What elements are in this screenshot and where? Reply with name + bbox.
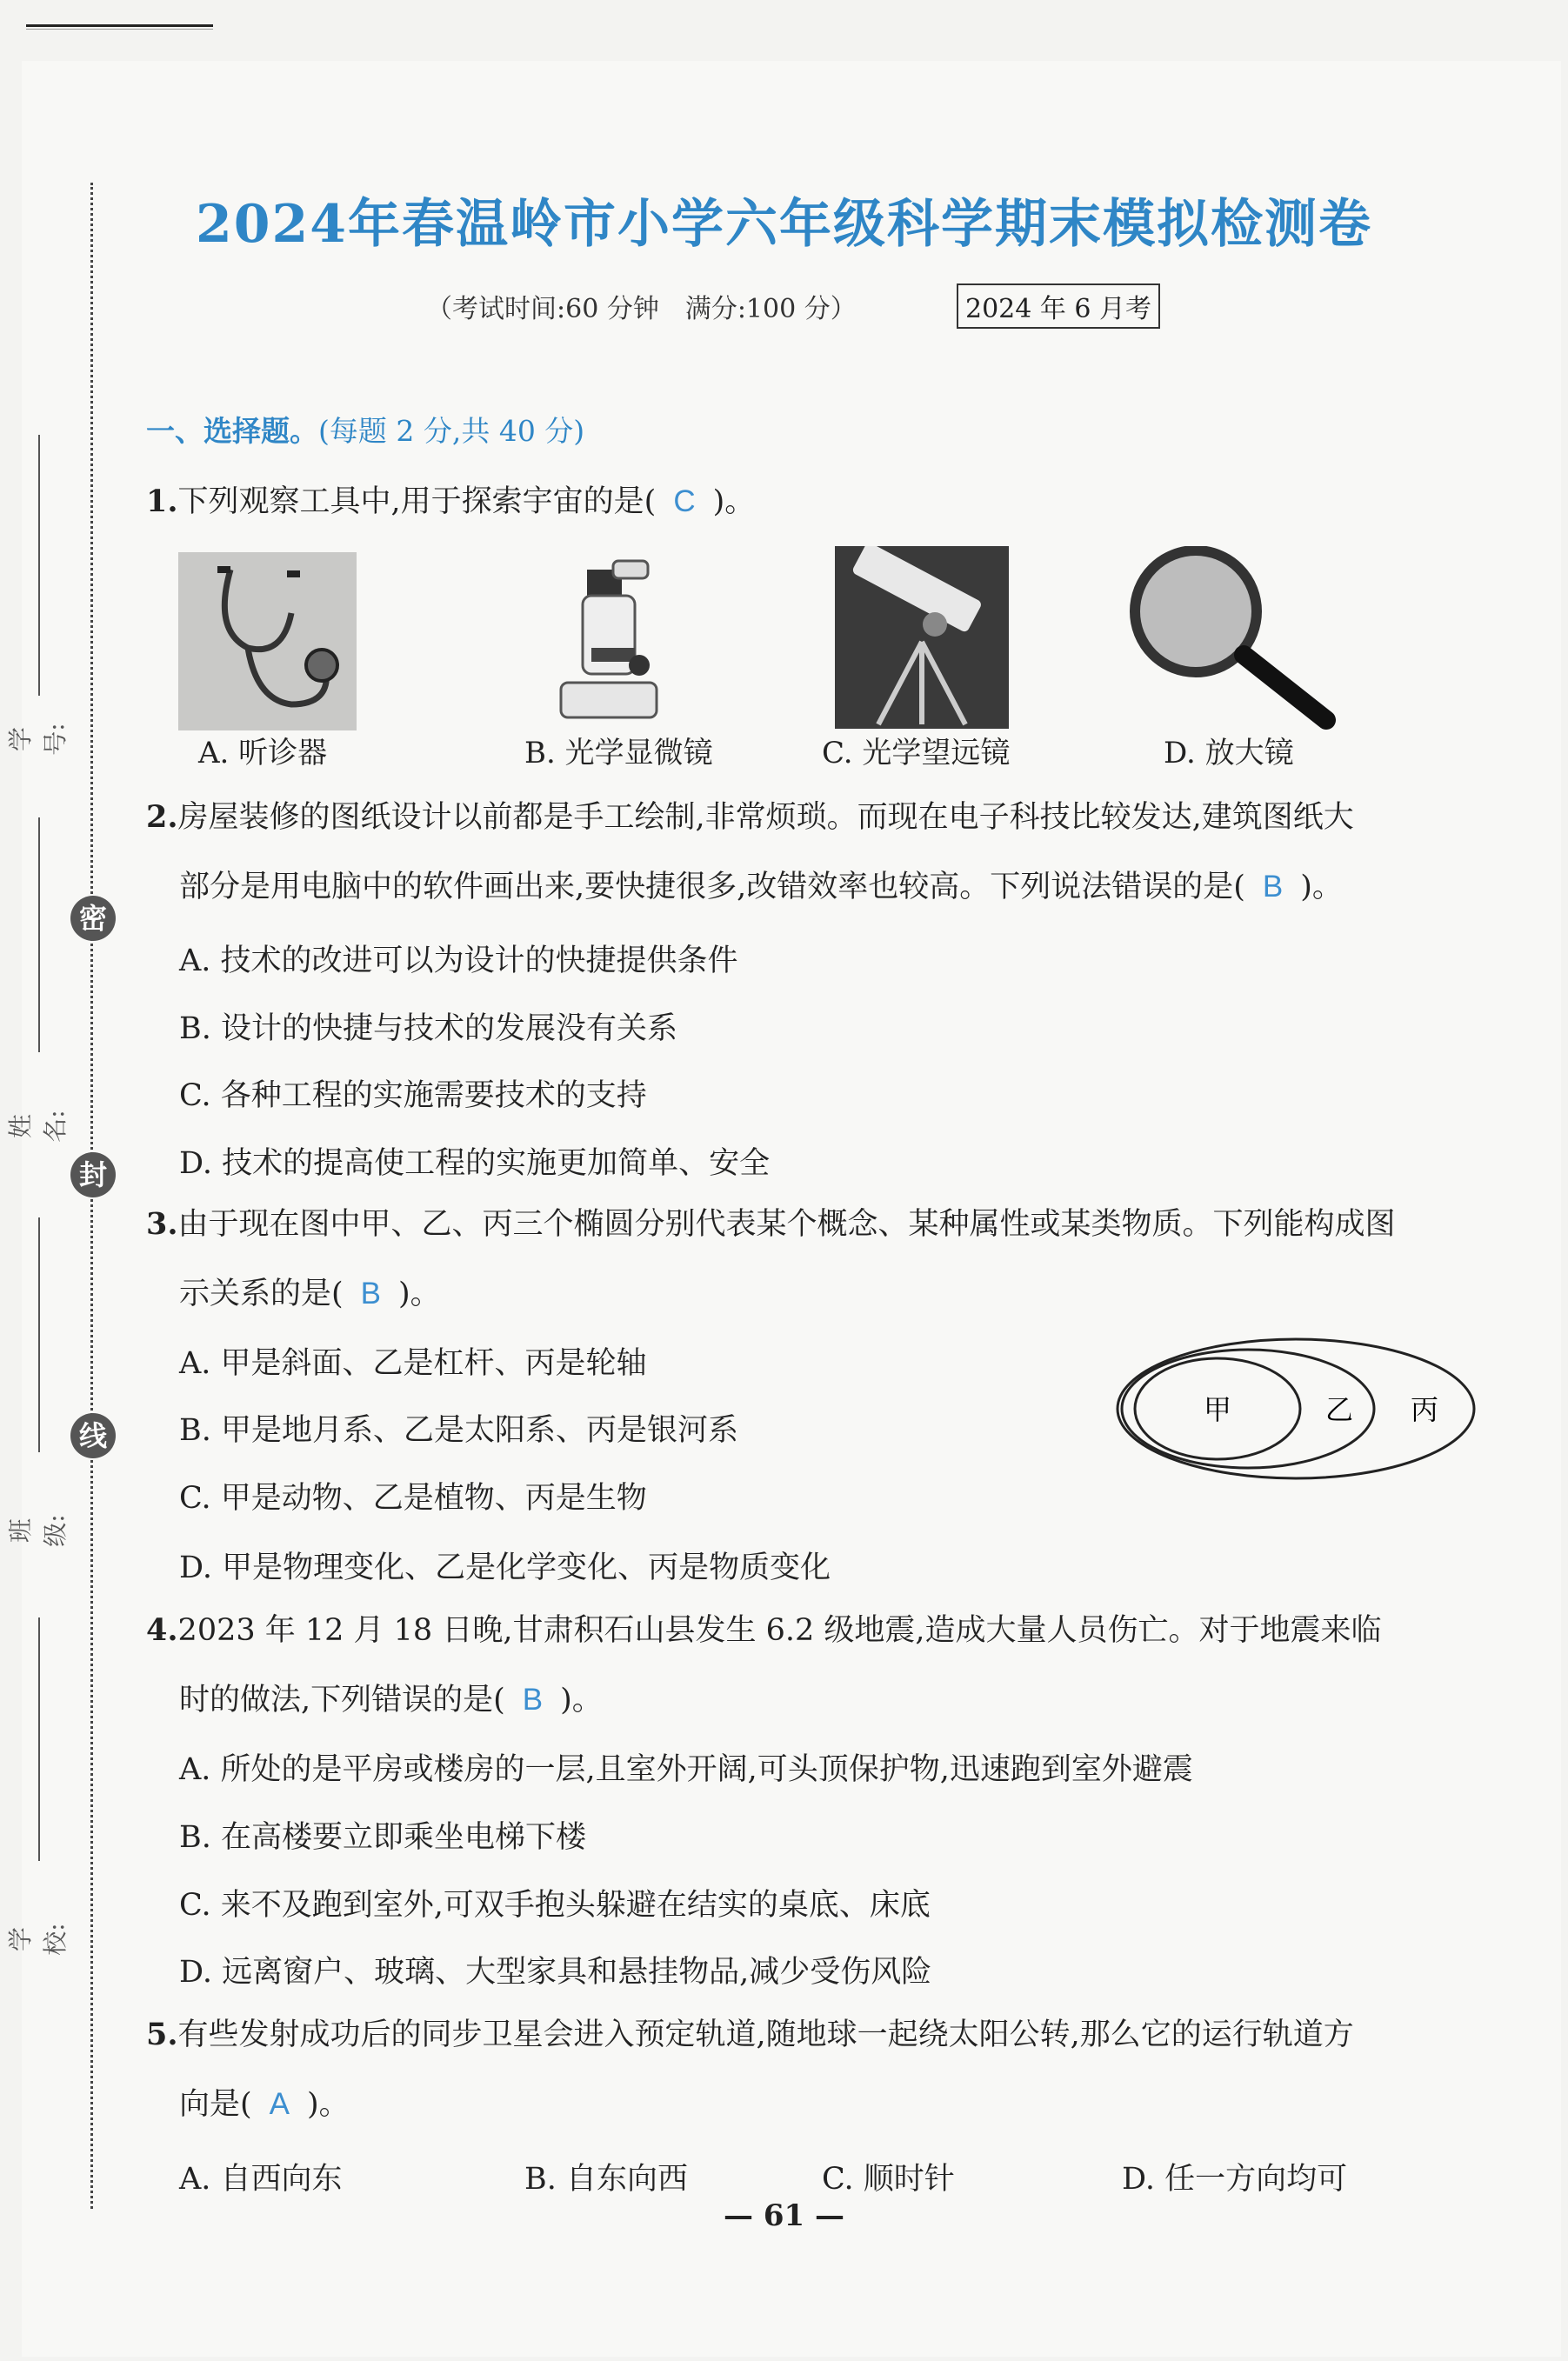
field-label-class: 班级: (6, 1514, 70, 1547)
option-1C: C. 光学望远镜 (822, 736, 1011, 770)
seal-mi: 密 (70, 896, 116, 941)
question-number: 3. (146, 1206, 178, 1242)
option-4D: D. 远离窗户、玻璃、大型家具和悬挂物品,减少受伤风险 (179, 1955, 932, 1990)
option-5D: D. 任一方向均可 (1122, 2162, 1348, 2197)
stethoscope-image (178, 552, 357, 730)
option-1A: A. 听诊器 (198, 736, 328, 770)
question-tail: )。 (1300, 870, 1343, 904)
section-points: (每题 2 分,共 40 分) (318, 414, 585, 448)
option-4B: B. 在高楼要立即乘坐电梯下楼 (179, 1820, 586, 1855)
option-2D: D. 技术的提高使工程的实施更加简单、安全 (179, 1146, 771, 1181)
top-rule-thin (26, 29, 213, 30)
handwritten-answer: B (1262, 870, 1284, 904)
question-text-line1: 有些发射成功后的同步卫星会进入预定轨道,随地球一起绕太阳公转,那么它的运行轨道方 (177, 2018, 1354, 2052)
question-text-line1: 房屋装修的图纸设计以前都是手工绘制,非常烦琐。而现在电子科技比较发达,建筑图纸大 (177, 800, 1354, 835)
question-tail: )。 (398, 1277, 441, 1311)
seal-xian: 线 (70, 1413, 116, 1458)
option-2A: A. 技术的改进可以为设计的快捷提供条件 (179, 944, 738, 978)
question-number: 2. (146, 799, 178, 835)
seal-feng: 封 (70, 1152, 116, 1197)
field-label-school: 学校: (6, 1923, 70, 1956)
venn-diagram (1113, 1335, 1478, 1483)
question-3 (146, 1190, 1477, 1329)
question-text-line1: 2023 年 12 月 18 日晚,甘肃积石山县发生 6.2 级地震,造成大量人员伤亡。对于地震来临 (177, 1613, 1382, 1648)
field-line-student-id (38, 435, 40, 696)
question-4 (146, 1596, 1477, 1735)
section-label: 一、选择题。 (146, 414, 318, 448)
field-line-class (38, 1217, 40, 1452)
question-tail: )。 (712, 484, 756, 519)
handwritten-answer: B (360, 1277, 382, 1311)
question-text-line2: 示关系的是( (179, 1277, 344, 1311)
question-2 (146, 783, 1477, 922)
option-3B: B. 甲是地月系、乙是太阳系、丙是银河系 (179, 1413, 738, 1448)
option-3A: A. 甲是斜面、乙是杠杆、丙是轮轴 (179, 1346, 647, 1381)
question-text-line2: 时的做法,下列错误的是( (179, 1683, 505, 1717)
handwritten-answer: C (673, 484, 696, 518)
option-2C: C. 各种工程的实施需要技术的支持 (179, 1078, 647, 1113)
option-3C: C. 甲是动物、乙是植物、丙是生物 (179, 1481, 647, 1516)
section-heading (146, 409, 584, 450)
option-5B: B. 自东向西 (524, 2162, 688, 2197)
option-4C: C. 来不及跑到室外,可双手抱头躲避在结实的桌底、床底 (179, 1888, 931, 1923)
option-5A: A. 自西向东 (179, 2162, 343, 2197)
handwritten-answer: A (269, 2087, 290, 2121)
question-text: 下列观察工具中,用于探索宇宙的是( (177, 484, 657, 519)
field-line-name (38, 817, 40, 1052)
question-number: 5. (146, 2017, 178, 2052)
option-2B: B. 设计的快捷与技术的发展没有关系 (179, 1011, 677, 1046)
option-1B: B. 光学显微镜 (524, 736, 713, 770)
option-4A: A. 所处的是平房或楼房的一层,且室外开阔,可头顶保护物,迅速跑到室外避震 (179, 1752, 1193, 1787)
option-3D: D. 甲是物理变化、乙是化学变化、丙是物质变化 (179, 1551, 831, 1585)
question-tail: )。 (560, 1683, 603, 1717)
question-text-line2: 向是( (179, 2087, 252, 2122)
question-1 (146, 467, 1477, 537)
venn-label-bing: 丙 (1410, 1393, 1439, 1426)
option-5C: C. 顺时针 (822, 2162, 955, 2197)
question-text-line1: 由于现在图中甲、乙、丙三个椭圆分别代表某个概念、某种属性或某类物质。下列能构成图 (177, 1207, 1396, 1242)
field-line-school (38, 1617, 40, 1861)
question-number: 4. (146, 1612, 178, 1648)
magnifying-glass-image (1113, 546, 1348, 733)
question-tail: )。 (307, 2087, 350, 2122)
question-5 (146, 2000, 1477, 2139)
page-title: 2024年春温岭市小学六年级科学期末模拟检测卷 (196, 194, 1372, 255)
top-rule (26, 24, 213, 27)
exam-subtitle: （考试时间:60 分钟 满分:100 分） (426, 294, 857, 324)
venn-label-yi: 乙 (1324, 1393, 1354, 1426)
field-label-name: 姓名: (6, 1110, 70, 1143)
question-text-line2: 部分是用电脑中的软件画出来,要快捷很多,改错效率也较高。下列说法错误的是( (179, 870, 1245, 904)
exam-date-box: 2024 年 6 月考 (957, 283, 1160, 329)
field-label-student-id: 学号: (6, 723, 70, 756)
microscope-image (535, 552, 683, 735)
venn-label-jia: 甲 (1203, 1393, 1232, 1426)
telescope-image (835, 546, 1009, 729)
handwritten-answer: B (522, 1683, 544, 1717)
option-1D: D. 放大镜 (1164, 736, 1294, 770)
page-number: — 61 — (724, 2198, 844, 2233)
question-number: 1. (146, 484, 178, 519)
